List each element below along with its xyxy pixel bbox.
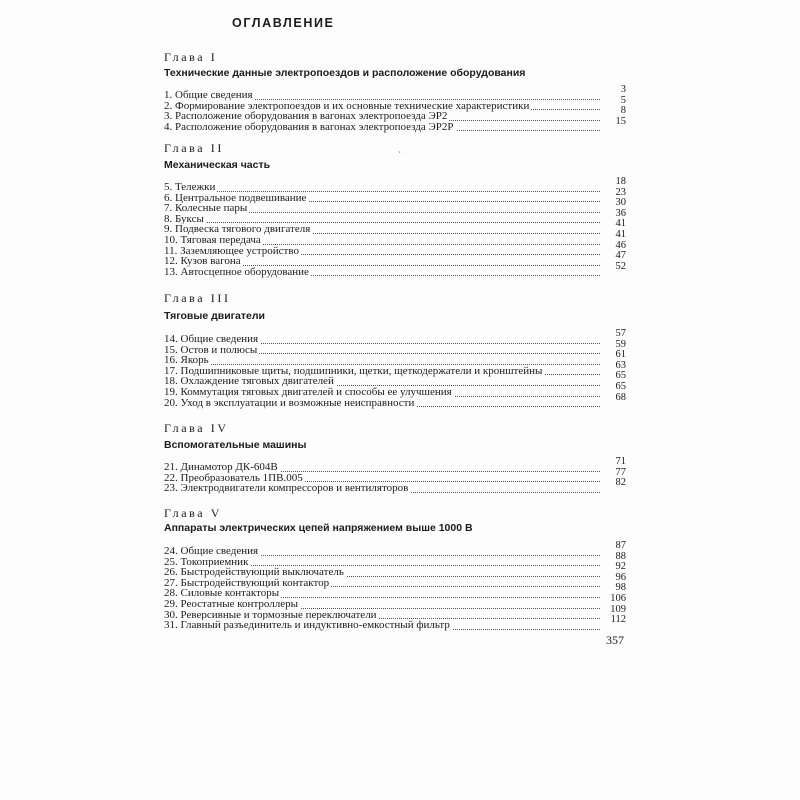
toc-entry-label: 1. Общие сведения bbox=[164, 89, 253, 101]
toc-entry-label: 6. Центральное подвешивание bbox=[164, 191, 307, 204]
toc-entry-page: 47 bbox=[615, 250, 626, 262]
toc-entry-label: 11. Заземляющее устройство bbox=[164, 244, 299, 257]
chapter-1-heading: Глава I bbox=[164, 50, 218, 64]
toc-entry-label: 30. Реверсивные и тормозные переключатели bbox=[164, 608, 377, 621]
toc-entry-page: 109 bbox=[610, 603, 626, 615]
toc-entry-page: 82 bbox=[615, 477, 626, 489]
toc-entry-page: 52 bbox=[615, 260, 626, 272]
toc-entry-page: 30 bbox=[615, 197, 626, 209]
toc-entry-page: 41 bbox=[615, 228, 626, 240]
toc-entry-page: 112 bbox=[610, 614, 626, 626]
toc-entry-label: 31. Главный разъединитель и индуктивно-емкостный фильтр bbox=[164, 619, 450, 632]
toc-entry-page: 8 bbox=[620, 105, 626, 117]
toc-entry-page: 88 bbox=[615, 550, 626, 562]
toc-entry-label: 22. Преобразователь 1ПВ.005 bbox=[164, 471, 303, 484]
toc-entry-page: 5 bbox=[620, 94, 626, 106]
toc-entry-label: 2. Формирование электропоездов и их основные технические характеристики bbox=[164, 99, 530, 112]
toc-entry-label: 21. Динамотор ДК-604В bbox=[164, 461, 278, 473]
speck-mark: ˎ bbox=[398, 143, 401, 153]
toc-entry-label: 19. Коммутация тяговых двигателей и способы ее улучшения bbox=[164, 385, 452, 398]
toc-entry bbox=[164, 456, 626, 473]
toc-entry-page: 57 bbox=[615, 328, 626, 339]
chapter-5-title: Аппараты электрических цепей напряжением выше 1000 В bbox=[164, 522, 473, 534]
toc-entry-page: 23 bbox=[615, 186, 626, 198]
toc-entry-page: 106 bbox=[610, 592, 626, 604]
toc-entry-label: 4. Расположение оборудования в вагонах электропоезда ЭР2Р bbox=[164, 120, 454, 133]
toc-entry-page: 46 bbox=[615, 239, 626, 251]
chapter-4-heading: Глава IV bbox=[164, 421, 229, 435]
toc-entry-label: 28. Силовые контакторы bbox=[164, 587, 280, 600]
toc-entry bbox=[164, 176, 626, 193]
toc-entry-page: 63 bbox=[615, 359, 626, 371]
toc-entry-label: 3. Расположение оборудования в вагонах электропоезда ЭР2 bbox=[164, 110, 448, 123]
chapter-3-entries bbox=[164, 328, 626, 409]
toc-entry-label: 18. Охлаждение тяговых двигателей bbox=[164, 375, 334, 388]
toc-entry-label: 23. Электродвигатели компрессоров и вентиляторов bbox=[164, 482, 409, 495]
toc-entry bbox=[164, 540, 626, 557]
toc-entry-label: 20. Уход в эксплуатации и возможные неисправности bbox=[164, 396, 415, 409]
toc-title: ОГЛАВЛЕНИЕ bbox=[232, 16, 335, 30]
page-number: 357 bbox=[606, 633, 624, 647]
chapter-4-entries bbox=[164, 456, 626, 495]
toc-entry-label: 29. Реостатные контроллеры bbox=[164, 597, 298, 610]
toc-entry-page: 65 bbox=[615, 380, 626, 392]
chapter-2-title: Механическая часть bbox=[164, 159, 271, 171]
toc-entry-label: 17. Подшипниковые щиты, подшипники, щетки, щеткодержатели и кронштейны bbox=[164, 364, 543, 377]
chapter-2-heading: Глава II bbox=[164, 141, 224, 155]
chapter-1-title: Технические данные электропоездов и расположение оборудования bbox=[164, 67, 526, 79]
toc-entry-label: 24. Общие сведения bbox=[164, 545, 259, 557]
toc-entry-page: 65 bbox=[615, 370, 626, 382]
toc-entry-label: 25. Токоприемник bbox=[164, 555, 249, 568]
toc-entry-page: 61 bbox=[615, 349, 626, 361]
toc-entry-page: 41 bbox=[615, 218, 626, 230]
toc-entry-label: 7. Колесные пары bbox=[164, 202, 248, 215]
toc-entry-label: 27. Быстродействующий контактор bbox=[164, 576, 330, 589]
toc-entry-page: 92 bbox=[615, 561, 626, 573]
chapter-4-title: Вспомогательные машины bbox=[164, 439, 307, 451]
toc-entry-label: 12. Кузов вагона bbox=[164, 255, 241, 268]
toc-entry-label: 16. Якорь bbox=[164, 354, 209, 367]
toc-entry-page: 71 bbox=[615, 456, 626, 467]
toc-entry-label: 14. Общие сведения bbox=[164, 333, 259, 345]
toc-entry-page: 96 bbox=[615, 571, 626, 583]
toc-entry-label: 15. Остов и полюсы bbox=[164, 343, 258, 356]
chapter-1-entries bbox=[164, 84, 626, 133]
chapter-5-heading: Глава V bbox=[164, 506, 223, 520]
toc-entry-label: 26. Быстродействующий выключатель bbox=[164, 566, 344, 579]
toc-entry-page: 98 bbox=[615, 582, 626, 594]
toc-entry-label: 9. Подвеска тягового двигателя bbox=[164, 223, 311, 236]
toc-entry-label: 13. Автосцепное оборудование bbox=[164, 265, 309, 278]
toc-entry-page: 87 bbox=[615, 540, 626, 551]
toc-entry-page: 15 bbox=[615, 115, 626, 127]
chapter-2-entries bbox=[164, 176, 626, 278]
toc-entry-label: 10. Тяговая передача bbox=[164, 233, 261, 246]
toc-entry-page: 3 bbox=[620, 84, 626, 95]
toc-entry-page: 18 bbox=[615, 176, 626, 187]
chapter-3-title: Тяговые двигатели bbox=[164, 310, 266, 322]
toc-entry-page: 36 bbox=[615, 207, 626, 219]
toc-entry-label: 8. Буксы bbox=[164, 212, 204, 225]
toc-entry-label: 5. Тележки bbox=[164, 181, 216, 193]
toc-entry-page: 59 bbox=[615, 338, 626, 350]
toc-entry-page: 68 bbox=[615, 391, 626, 403]
toc-entry bbox=[164, 84, 626, 101]
toc-entry bbox=[164, 328, 626, 345]
toc-entry-page: 77 bbox=[615, 466, 626, 478]
chapter-3-heading: Глава III bbox=[164, 291, 231, 305]
chapter-5-entries bbox=[164, 540, 626, 632]
